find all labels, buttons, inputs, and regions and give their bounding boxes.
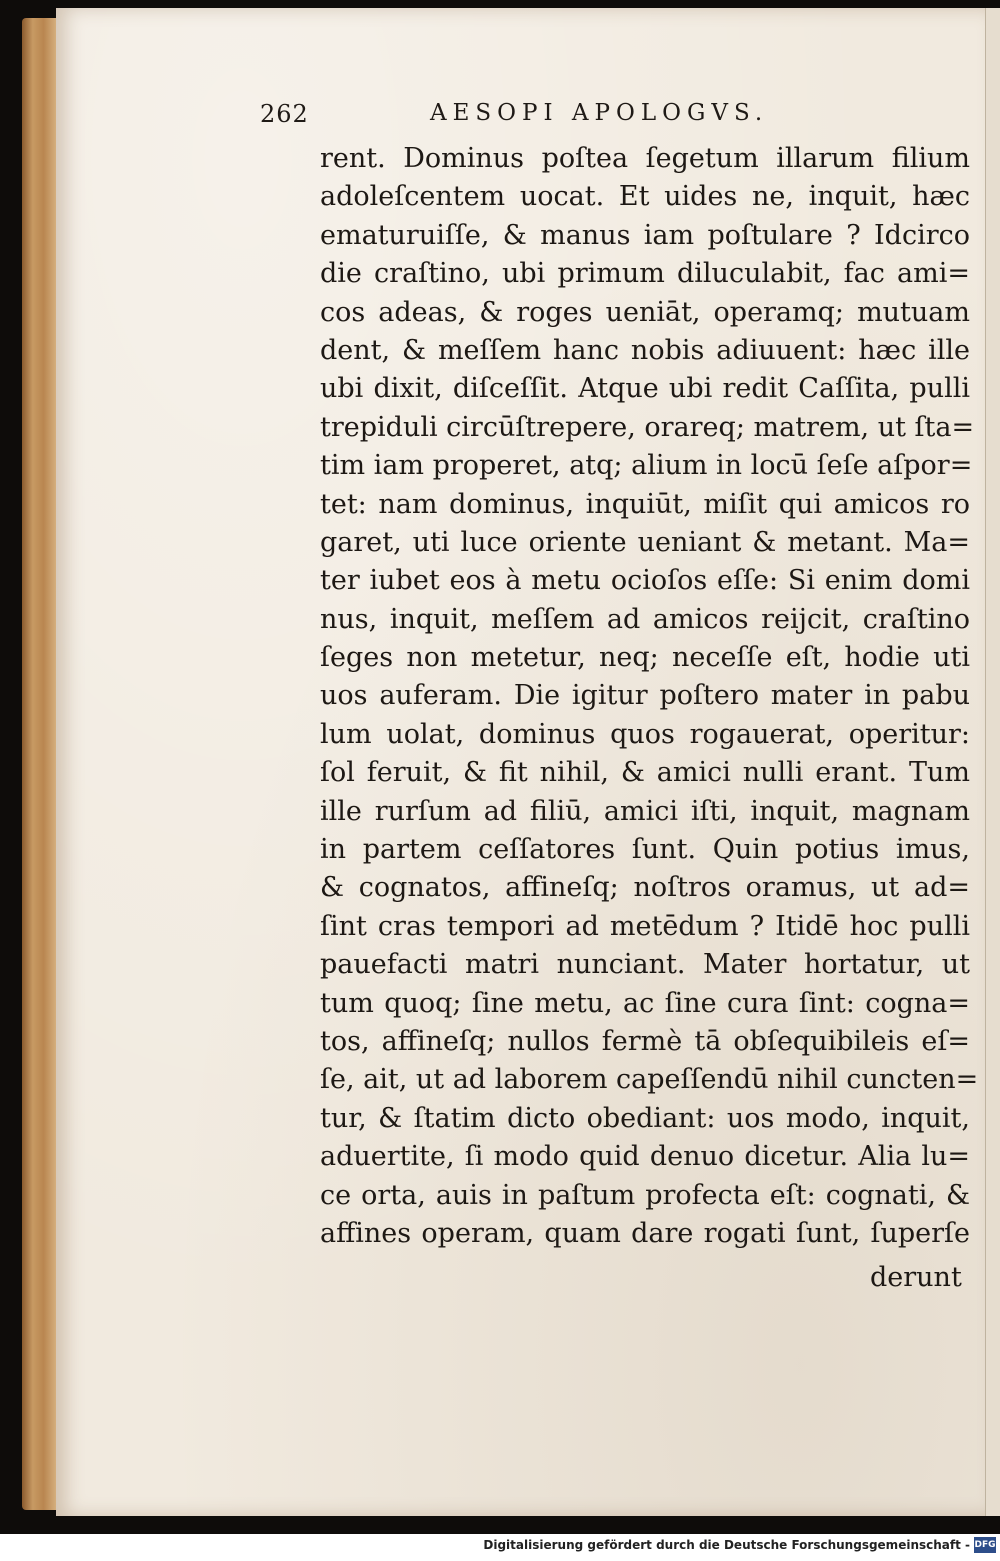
text-line: dent, & meſſem hanc nobis adiuuent: hæc ille bbox=[320, 334, 970, 366]
text-line: pauefacti matri nunciant. Mater hortatur, ut bbox=[320, 949, 970, 981]
text-line: nus, inquit, meſſem ad amicos reijcit, craſtino bbox=[320, 603, 970, 635]
text-line: in partem ceſſatores ſunt. Quin potius imus, bbox=[320, 834, 970, 866]
text-line: rent. Dominus poſtea ſegetum illarum filium bbox=[320, 143, 970, 174]
text-line: ubi dixit, diſceſſit. Atque ubi redit Caſſita, pulli bbox=[320, 373, 970, 405]
text-line: ſint cras tempori ad metēdum ? Itidē hoc pulli bbox=[320, 910, 970, 942]
text-line: ſe, ait, ut ad laborem capeſſendū nihil cuncten= bbox=[320, 1064, 979, 1096]
text-line: ce orta, auis in paſtum profecta eſt: cognati, & bbox=[320, 1179, 970, 1211]
text-line: & cognatos, affineſq; noſtros oramus, ut ad= bbox=[320, 872, 970, 904]
catchword: derunt bbox=[870, 1262, 962, 1293]
running-title: AESOPI APOLOGVS. bbox=[430, 100, 769, 126]
text-line: tim iam properet, atq; alium in locū ſeſe aſpor= bbox=[320, 450, 973, 482]
text-line: tos, affineſq; nullos fermè tā obſequibileis eſ= bbox=[320, 1025, 970, 1057]
text-line: uos auferam. Die igitur poſtero mater in pabu bbox=[320, 680, 970, 712]
text-line: tum quoq; ſine metu, ac ſine cura ſint: cogna= bbox=[320, 987, 970, 1019]
page-header bbox=[260, 100, 860, 140]
page-gutter-strip bbox=[985, 8, 1000, 1516]
text-line: ille rurſum ad filiū, amici iſti, inquit, magnam bbox=[320, 795, 970, 827]
text-line: garet, uti luce oriente ueniant & metant. Ma= bbox=[320, 526, 970, 558]
text-line: trepiduli circūſtrepere, orareq; matrem, ut ſta= bbox=[320, 411, 975, 443]
text-line: tur, & ſtatim dicto obediant: uos modo, inquit, bbox=[320, 1102, 970, 1134]
text-line: adoleſcentem uocat. Et uides ne, inquit, hæc bbox=[320, 181, 970, 213]
text-line: cos adeas, & roges ueniāt, operamq; mutuam bbox=[320, 296, 970, 328]
funding-credit: Digitalisierung gefördert durch die Deutsche Forschungsgemeinschaft - bbox=[483, 1538, 970, 1552]
text-line: aduertite, ſi modo quid denuo dicetur. Alia lu= bbox=[320, 1141, 970, 1173]
text-line: ematuruiſſe, & manus iam poſtulare ? Idcirco bbox=[320, 219, 970, 251]
text-line: ter iubet eos à metu ocioſos eſſe: Si enim domi bbox=[320, 565, 970, 597]
text-line: ſol feruit, & fit nihil, & amici nulli erant. Tum bbox=[320, 757, 970, 789]
text-line: affines operam, quam dare rogati ſunt, ſuperſe bbox=[320, 1217, 970, 1249]
body-text bbox=[320, 140, 979, 1253]
footer-bar bbox=[0, 1534, 1000, 1561]
book-fore-edge bbox=[22, 18, 58, 1510]
page-number: 262 bbox=[260, 100, 309, 128]
text-line: die craſtino, ubi primum diluculabit, fac ami= bbox=[320, 258, 970, 290]
text-line: tet: nam dominus, inquiūt, miſit qui amicos ro bbox=[320, 488, 970, 520]
text-line: lum uolat, dominus quos rogauerat, operitur: bbox=[320, 718, 970, 750]
dfg-logo: DFG bbox=[974, 1537, 996, 1553]
text-line: ſeges non metetur, neq; neceſſe eſt, hodie uti bbox=[320, 642, 970, 674]
